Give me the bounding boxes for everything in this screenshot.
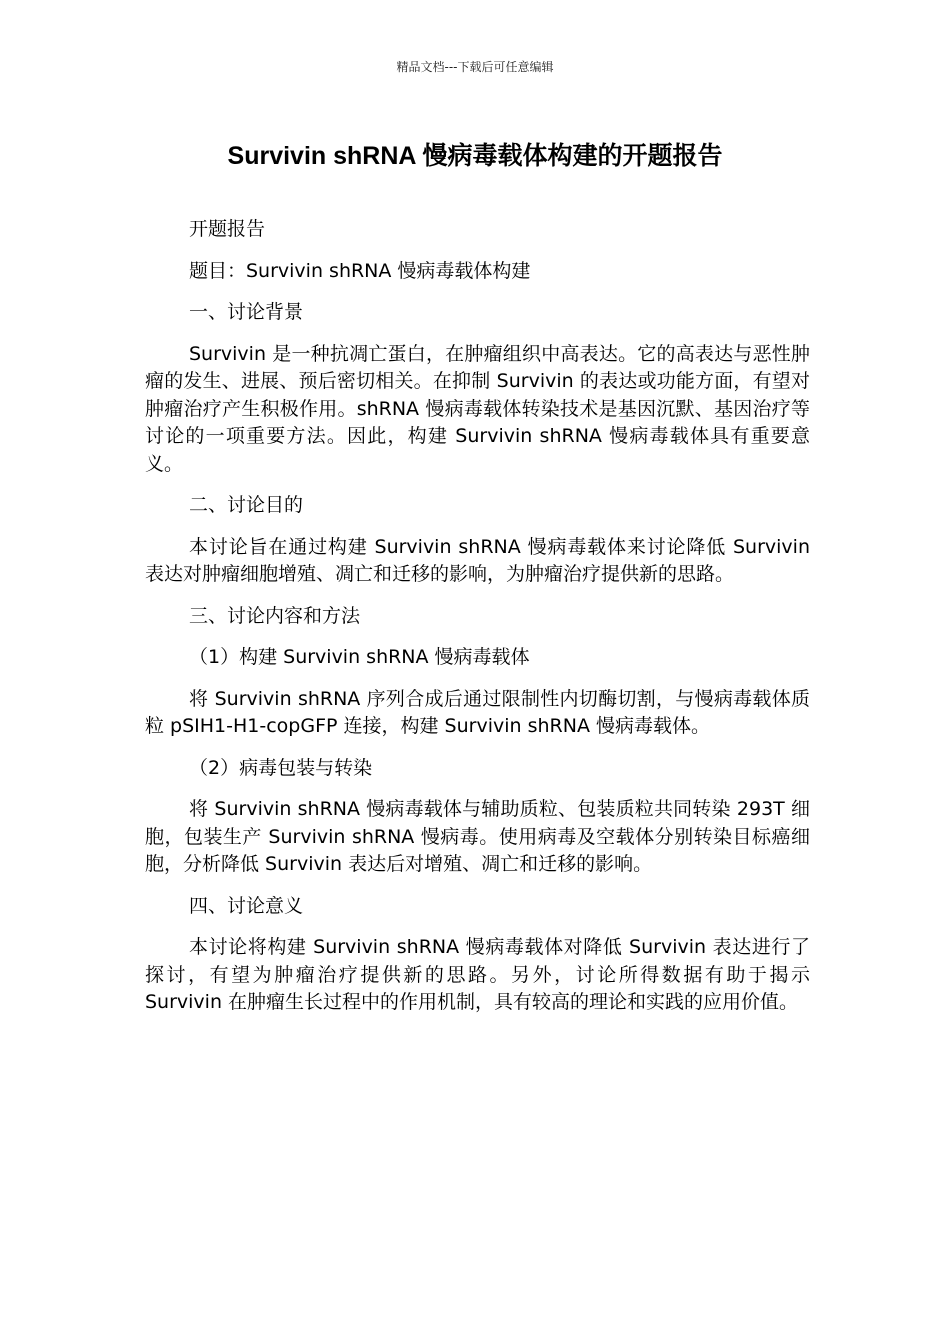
section-heading-purpose: 二、讨论目的 xyxy=(189,494,304,516)
subheading-packaging: （2）病毒包装与转染 xyxy=(189,756,373,779)
section-heading-significance: 四、讨论意义 xyxy=(189,894,304,917)
paragraph-packaging: 将 Survivin shRNA 慢病毒载体与辅助质粒、包装质粒共同转染 293T 细胞，包装生产 Survivin shRNA 慢病毒。使用病毒及空载体分别转染目标癌细胞，分析降低 Survivin 表达后对增殖、凋亡和迁移的影响。 xyxy=(145,798,810,875)
paragraph-background: Survivin 是一种抗凋亡蛋白，在肿瘤组织中高表达。它的高表达与恶性肿瘤的发生、进展、预后密切相关。在抑制 Survivin 的表达或功能方面，有望对肿瘤治疗产生积极作用。shRNA 慢病毒载体转染技术是基因沉默、基因治疗等讨论的一项重要方法。因此，构建 Survivin shRNA 慢病毒载体具有重要意义。 xyxy=(145,342,810,475)
document-body xyxy=(145,216,810,1031)
report-label: 开题报告 xyxy=(189,218,266,240)
section-heading-background: 一、讨论背景 xyxy=(189,301,304,323)
paragraph-significance: 本讨论将构建 Survivin shRNA 慢病毒载体对降低 Survivin 表达进行了探讨，有望为肿瘤治疗提供新的思路。另外，讨论所得数据有助于揭示 Survivin 在肿瘤生长过程中的作用机制，具有较高的理论和实践的应用价值。 xyxy=(145,936,810,1013)
section-heading-methods: 三、讨论内容和方法 xyxy=(189,604,361,627)
paragraph-purpose: 本讨论旨在通过构建 Survivin shRNA 慢病毒载体来讨论降低 Survivin 表达对肿瘤细胞增殖、凋亡和迁移的影响，为肿瘤治疗提供新的思路。 xyxy=(145,535,810,585)
document-title: Survivin shRNA 慢病毒载体构建的开题报告 xyxy=(227,142,723,170)
subheading-construction: （1）构建 Survivin shRNA 慢病毒载体 xyxy=(189,646,530,668)
page-header-note: 精品文档---下载后可任意编辑 xyxy=(396,60,554,74)
report-topic: 题目：Survivin shRNA 慢病毒载体构建 xyxy=(189,259,531,282)
paragraph-construction: 将 Survivin shRNA 序列合成后通过限制性内切酶切割，与慢病毒载体质粒 pSIH1-H1-copGFP 连接，构建 Survivin shRNA 慢病毒载体。 xyxy=(145,687,810,737)
